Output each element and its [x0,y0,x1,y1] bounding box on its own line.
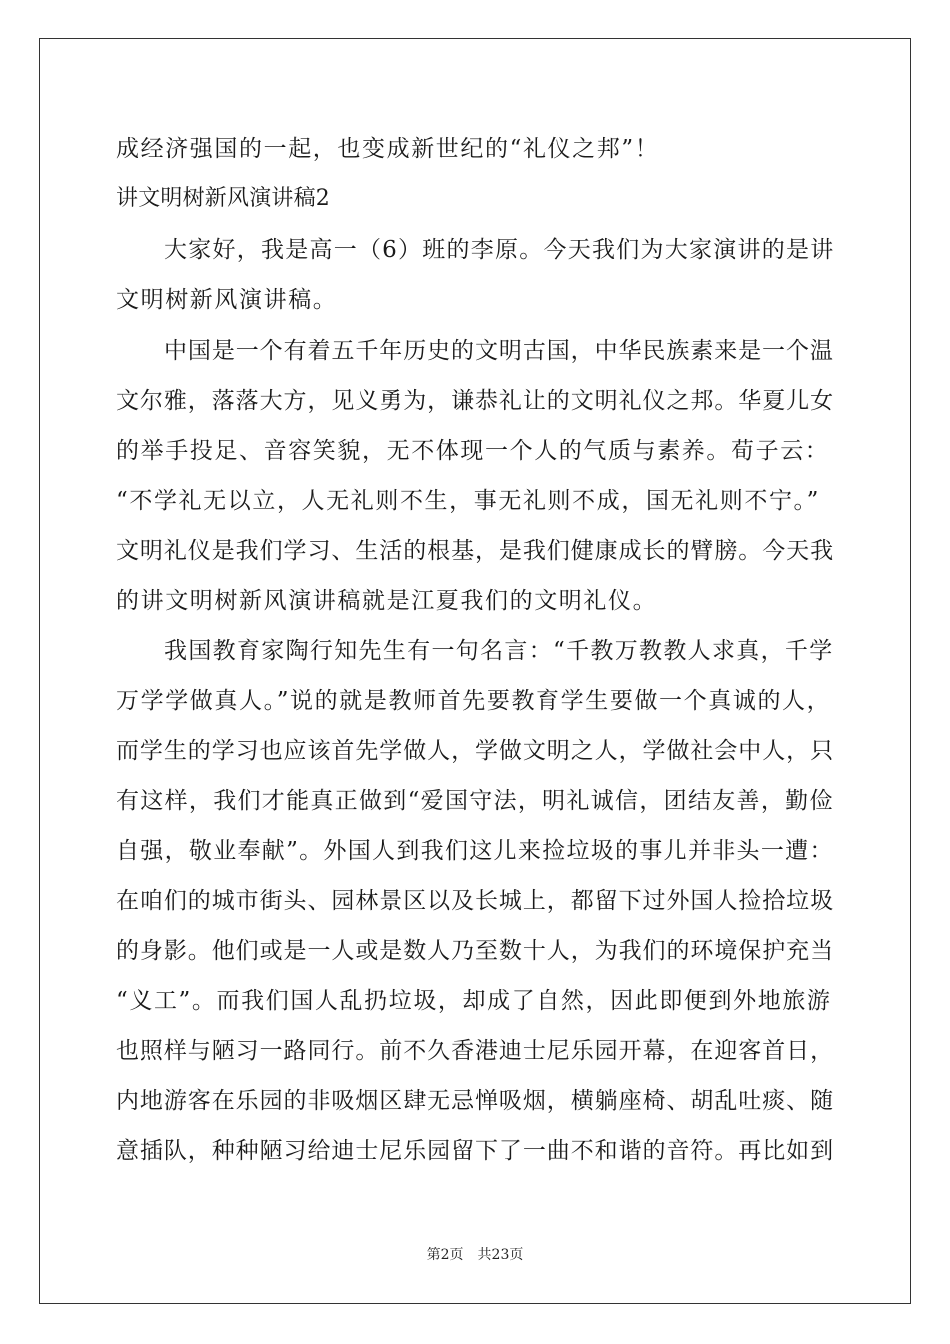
text-line: “不学礼无以立，人无礼则不生，事无礼则不成，国无礼则不宁。” [116,488,821,514]
text-line: 自强，敬业奉献”。外国人到我们这儿来捡垃圾的事儿并非头一遭： [116,838,834,864]
text-line: 大家好，我是高一（6）班的李原。今天我们为大家演讲的是讲 [164,237,835,263]
text-line: 文尔雅，落落大方，见义勇为，谦恭礼让的文明礼仪之邦。华夏儿女 [116,388,834,414]
text-line: 成经济强国的一起，也变成新世纪的“礼仪之邦”！ [116,136,660,162]
text-line: 万学学做真人。”说的就是教师首先要教育学生要做一个真诚的人， [116,688,832,714]
section-heading: 讲文明树新风演讲稿2 [116,186,330,211]
text-line: 文明树新风演讲稿。 [116,287,338,313]
text-line: 在咱们的城市街头、园林景区以及长城上，都留下过外国人捡拾垃圾 [116,888,834,914]
text-line: 中国是一个有着五千年历史的文明古国，中华民族素来是一个温 [164,338,834,364]
text-line: “义工”。而我们国人乱扔垃圾，却成了自然，因此即便到外地旅游 [116,988,832,1014]
text-line: 的身影。他们或是一人或是数人乃至数十人，为我们的环境保护充当 [116,938,834,964]
text-line: 有这样，我们才能真正做到“爱国守法，明礼诚信，团结友善，勤俭 [116,788,834,814]
page-number: 第2页 [426,1247,464,1263]
text-line: 的讲文明树新风演讲稿就是江夏我们的文明礼仪。 [116,588,658,614]
text-line: 文明礼仪是我们学习、生活的根基，是我们健康成长的臂膀。今天我 [116,538,834,564]
page-footer [0,1246,950,1264]
page-total: 共23页 [477,1247,524,1263]
text-line: 也照样与陋习一路同行。前不久香港迪士尼乐园开幕，在迎客首日， [116,1038,834,1064]
text-line: 内地游客在乐园的非吸烟区肆无忌惮吸烟，横躺座椅、胡乱吐痰、随 [116,1088,834,1114]
text-line: 的举手投足、音容笑貌，无不体现一个人的气质与素养。荀子云： [116,438,830,464]
text-line: 意插队，种种陋习给迪士尼乐园留下了一曲不和谐的音符。再比如到 [116,1138,834,1164]
text-line: 我国教育家陶行知先生有一句名言：“千教万教教人求真，千学 [164,638,834,664]
text-line: 而学生的学习也应该首先学做人，学做文明之人，学做社会中人，只 [116,738,834,764]
